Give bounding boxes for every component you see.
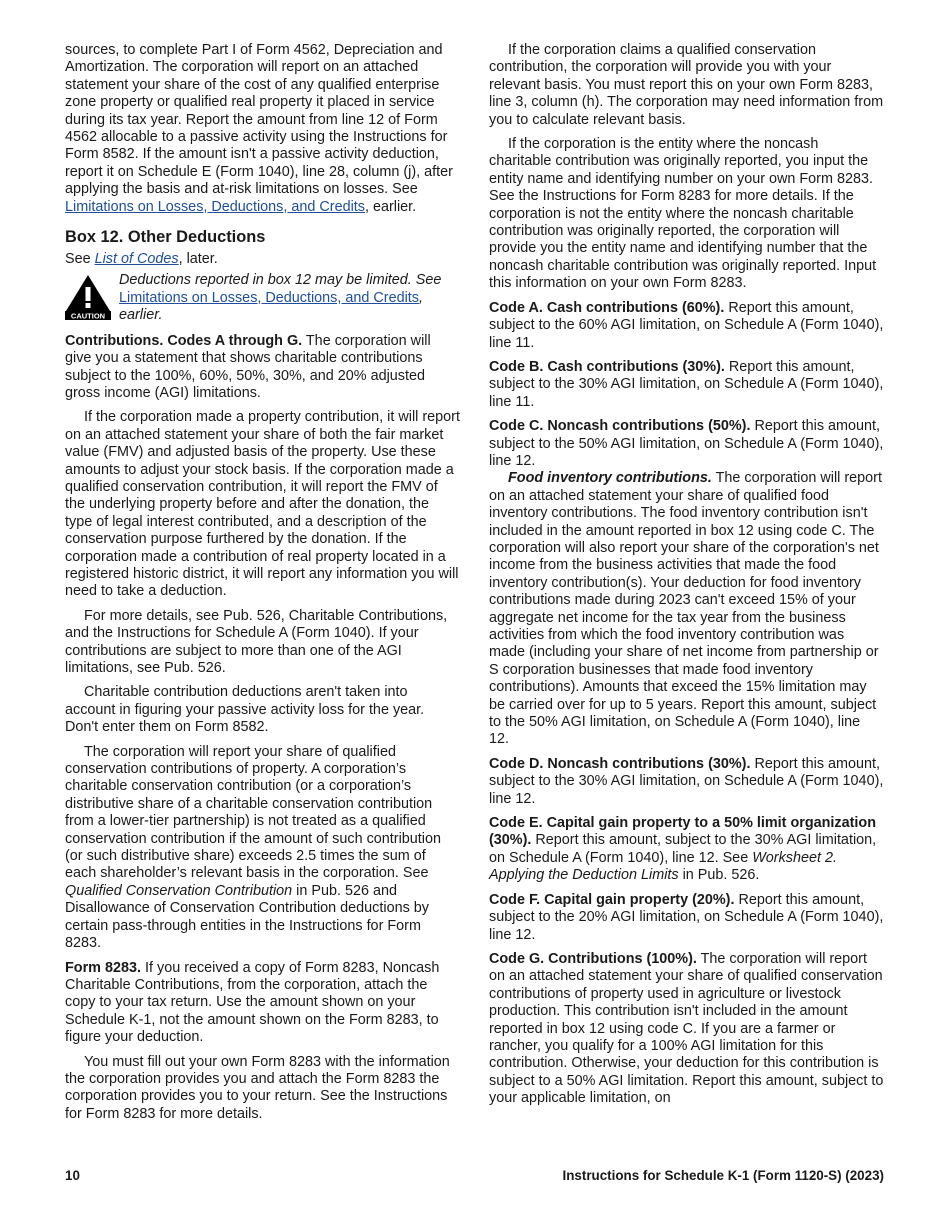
fill-out-8283-paragraph: You must fill out your own Form 8283 with the information the corporation provides you and attach the Form 8283 the corporation provides you to your return. See the Instructions for Form 8283 for more details. — [65, 1053, 450, 1122]
left-column — [65, 42, 460, 1123]
property-contribution-paragraph: If the corporation made a property contribution, it will report on an attached statement your share of both the fair market value (FMV) and adjusted basis of the property. Use these amounts to adjust your stock basis. If the corporation made a qualified conservation contribution, it will report the FMV of the underlying property before and after the donation, the type of legal interest contributed, and a description of the conservation purpose furthered by the donation. If the corporation made a contribution of real property located in a registered historic district, it will report any information you will need to take a deduction. — [65, 409, 460, 600]
limitations-link[interactable]: Limitations on Losses, Deductions, and Credits — [65, 198, 365, 215]
footer-title: Instructions for Schedule K-1 (Form 1120-S) (2023) — [562, 1168, 884, 1183]
list-of-codes-link[interactable]: List of Codes — [94, 251, 179, 268]
caution-icon-label: CAUTION — [70, 311, 106, 321]
code-e-paragraph: Code E. Capital gain property to a 50% limit organization (30%). Report this amount, subject to the 30% AGI limitation, on Schedule A (Form 1040), line 12. See Worksheet 2. Applying the Deduction Limits in Pub. 526. — [489, 815, 877, 884]
form-8283-paragraph: Form 8283. If you received a copy of Form 8283, Noncash Charitable Contributions, from the corporation, attach the copy to your tax return. Use the amount shown on your Schedule K-1, not the amount shown on the Form 8283, to figure your deduction. — [65, 959, 440, 1046]
caution-text: Deductions reported in box 12 may be limited. See Limitations on Losses, Deductions, and Credits, earlier. — [119, 272, 442, 324]
passive-activity-paragraph: Charitable contribution deductions aren't taken into account in figuring your passive activity loss for the year. Don't enter them on Form 8582. — [65, 684, 425, 736]
food-inventory-paragraph: Food inventory contributions. The corporation will report on an attached statement your share of qualified food inventory contributions. The food inventory contribution isn't included in the amount reported in box 12 using code C. The corporation will also report your share of the corporation's net income from the business activities that made the food inventory contribution(s). Your deduction for food inventory contributions made during 2023 can't exceed 15% of your aggregate net income for the tax year from the business activities from which the food inventory contribution was made (including your share of net income from partnership or S corporation businesses that made food inventory contributions). Amounts that exceed the 15% limitation may be carried over for up to 5 years. Report this amount, subject to the 50% AGI limitation, on Schedule A (Form 1040), line 12. — [489, 470, 882, 748]
code-b-paragraph: Code B. Cash contributions (30%). Report this amount, subject to the 30% AGI limitation, on Schedule A (Form 1040), line 11. — [489, 358, 884, 410]
intro-paragraph: sources, to complete Part I of Form 4562, Depreciation and Amortization. The corporation will report on an attached statement your share of the cost of any qualified enterprise zone property or qualified real property it placed in service during its tax year. Report the amount from line 12 of Form 4562 allocable to a passive activity using the Instructions for Form 8582. If the amount isn't a passive activity deduction, report it on Schedule E (Form 1040), line 28, column (j), after applying the basis and at-risk limitations on losses. See Limitations on Losses, Deductions, and Credits, earlier. — [65, 42, 453, 215]
see-list-of-codes: See List of Codes, later. — [65, 251, 218, 268]
page-number: 10 — [65, 1168, 80, 1183]
code-g-paragraph: Code G. Contributions (100%). The corporation will report on an attached statement your share of qualified conservation contributions of property used in agriculture or livestock production. This contribution isn't included in the amount reported in box 12 using code C. If you are a farmer or rancher, you qualify for a 100% AGI limitation for this contribution. Otherwise, your deduction for this contribution is subject to a 50% AGI limitation. Report this amount, subject to your applicable limitation, on — [489, 950, 884, 1107]
contributions-paragraph: Contributions. Codes A through G. The corporation will give you a statement that shows charitable contributions subject to the 100%, 60%, 50%, 30%, and 20% adjusted gross income (AGI) limitations. — [65, 332, 431, 401]
right-column — [489, 42, 884, 1108]
pub526-paragraph: For more details, see Pub. 526, Charitable Contributions, and the Instructions for Schedule A (Form 1040). If your contributions are subject to more than one of the AGI limitations, see Pub. 526. — [65, 607, 448, 676]
code-a-paragraph: Code A. Cash contributions (60%). Report this amount, subject to the 60% AGI limitation, on Schedule A (Form 1040), line 11. — [489, 299, 884, 351]
caution-icon — [65, 274, 111, 320]
caution-box — [65, 272, 460, 324]
caution-limitations-link[interactable]: Limitations on Losses, Deductions, and Credits — [119, 289, 419, 306]
code-d-paragraph: Code D. Noncash contributions (30%). Report this amount, subject to the 30% AGI limitation, on Schedule A (Form 1040), line 12. — [489, 755, 884, 807]
box12-heading: Box 12. Other Deductions — [65, 228, 266, 247]
qcc-basis-paragraph: If the corporation claims a qualified conservation contribution, the corporation will provide you with your relevant basis. You must report this on your own Form 8283, line 3, column (h). The corporation may need information from you to calculate relevant basis. — [489, 42, 884, 128]
entity-paragraph: If the corporation is the entity where the noncash charitable contribution was originally reported, you input the entity name and identifying number on your own Form 8283. See the Instructions for Form 8283 for more details. If the corporation is not the entity where the noncash charitable contribution was originally reported, the corporation will provide you the entity name and identifying number that the noncash charitable contribution was originally reported. Input this information on your own Form 8283. — [489, 136, 877, 292]
code-c-paragraph: Code C. Noncash contributions (50%). Report this amount, subject to the 50% AGI limitation, on Schedule A (Form 1040), line 12. — [489, 418, 884, 469]
code-f-paragraph: Code F. Capital gain property (20%). Report this amount, subject to the 20% AGI limitation, on Schedule A (Form 1040), line 12. — [489, 891, 884, 943]
qualified-conservation-paragraph: The corporation will report your share of qualified conservation contributions of property. A corporation’s charitable conservation contribution (or a corporation’s distributive share of a charitable conservation contribution from a lower-tier partnership) is not treated as a qualified conservation contribution if the amount of such contribution (or such distributive share) exceeds 2.5 times the sum of each shareholder’s relevant basis in the corporation. See Qualified Conservation Contribution in Pub. 526 and Disallowance of Conservation Contribution deductions by certain pass-through entities in the Instructions for Form 8283. — [65, 743, 441, 952]
